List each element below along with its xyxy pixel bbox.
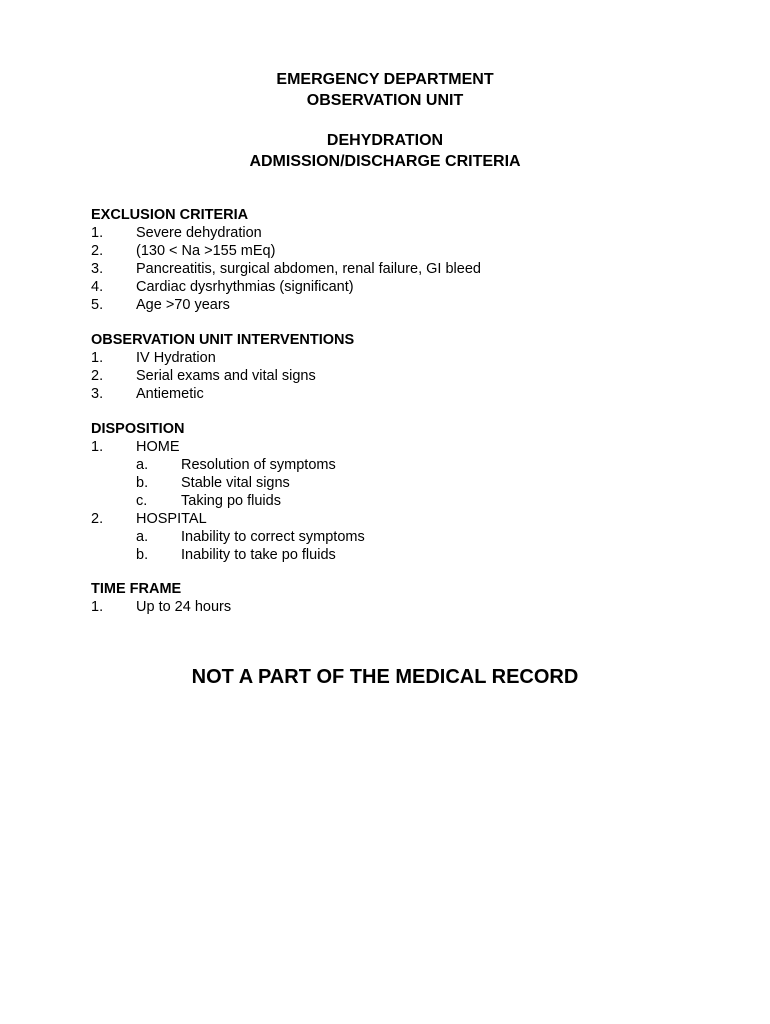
list-item-text: Severe dehydration [136,225,262,241]
disposition-title: DISPOSITION [91,421,185,437]
exclusion-criteria-title: EXCLUSION CRITERIA [91,207,249,223]
list-item-text: Up to 24 hours [136,599,232,615]
document-header-department [0,69,770,111]
sub-list-item-text: Inability to correct symptoms [181,529,365,545]
list-item-number: 5. [91,297,104,313]
time-frame-title: TIME FRAME [91,581,182,597]
list-item-text: Age >70 years [136,297,230,313]
time-frame-section [91,580,711,616]
list-item-text: HOSPITAL [136,511,207,527]
sub-list-item-text: Taking po fluids [181,493,281,509]
exclusion-criteria-section [91,206,711,314]
sub-list-item-letter: b. [136,475,149,491]
list-item [91,385,711,403]
sub-list-item [91,456,711,474]
sub-list-item [91,546,711,564]
list-item-number: 3. [91,386,104,402]
list-item [91,260,711,278]
sub-list-item-letter: c. [136,493,148,509]
list-item-text: HOME [136,439,180,455]
list-item [91,349,711,367]
list-item [91,278,711,296]
header-line-unit: OBSERVATION UNIT [306,92,464,109]
list-item [91,242,711,260]
list-item [91,296,711,314]
list-item [91,598,711,616]
medical-record-disclaimer: NOT A PART OF THE MEDICAL RECORD [191,666,579,688]
sub-list-item-letter: a. [136,529,149,545]
sub-list-item-letter: b. [136,547,149,563]
header-line-condition: DEHYDRATION [326,132,444,149]
list-item-number: 4. [91,279,104,295]
list-item [91,367,711,385]
list-item-text: IV Hydration [136,350,216,366]
list-item [91,438,711,456]
sub-list-item-letter: a. [136,457,149,473]
interventions-section [91,331,711,403]
sub-list-item [91,528,711,546]
list-item-number: 2. [91,511,104,527]
header-line-department: EMERGENCY DEPARTMENT [276,71,494,88]
document-header-title [0,130,770,172]
header-line-criteria: ADMISSION/DISCHARGE CRITERIA [249,153,521,170]
sub-list-item [91,474,711,492]
list-item-text: Serial exams and vital signs [136,368,316,384]
sub-list-item-text: Resolution of symptoms [181,457,336,473]
list-item-number: 1. [91,599,104,615]
list-item-number: 1. [91,439,104,455]
list-item-number: 2. [91,368,104,384]
list-item-text: Antiemetic [136,386,204,402]
interventions-title: OBSERVATION UNIT INTERVENTIONS [91,332,355,348]
list-item-text: Pancreatitis, surgical abdomen, renal failure, GI bleed [136,261,481,277]
list-item-number: 1. [91,225,104,241]
list-item-text: Cardiac dysrhythmias (significant) [136,279,354,295]
list-item-number: 2. [91,243,104,259]
sub-list-item-text: Inability to take po fluids [181,547,336,563]
list-item-text: (130 < Na >155 mEq) [136,243,276,259]
sub-list-item [91,492,711,510]
list-item [91,510,711,528]
list-item-number: 1. [91,350,104,366]
sub-list-item-text: Stable vital signs [181,475,290,491]
disposition-section [91,420,711,564]
list-item [91,224,711,242]
list-item-number: 3. [91,261,104,277]
